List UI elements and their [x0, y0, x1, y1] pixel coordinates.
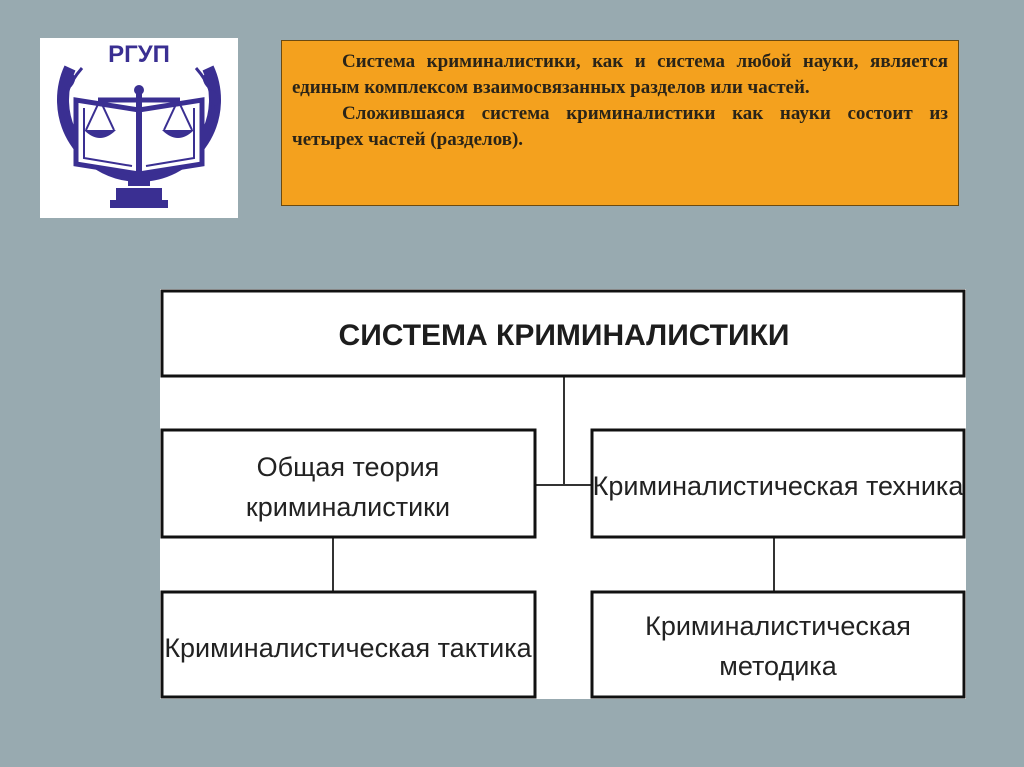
box-methodology [592, 592, 964, 697]
general-theory-line-2: криминалистики [245, 492, 451, 522]
box-tactics [162, 592, 535, 697]
box-general-theory [162, 430, 535, 537]
scales-on-book-emblem-icon [40, 38, 238, 218]
box-technique [592, 430, 964, 537]
tactics-line-1: Криминалистическая тактика [164, 633, 532, 663]
university-logo [40, 38, 238, 218]
diagram-title: СИСТЕМА КРИМИНАЛИСТИКИ [338, 319, 790, 352]
general-theory-line-1: Общая теория [256, 452, 440, 482]
note-paragraph-1: Система криминалистики, как и система любой науки, является единым комплексом взаимосвязанных разделов или частей. [292, 51, 948, 98]
structure-diagram [160, 289, 966, 699]
technique-line-1: Криминалистическая техника [592, 471, 964, 501]
diagram-title-box [162, 291, 964, 376]
methodology-line-1: Криминалистическая [645, 611, 911, 641]
logo-text: РГУП [108, 41, 170, 68]
note-paragraph-2: Сложившаяся система криминалистики как науки состоит из четырех частей (разделов). [292, 103, 948, 150]
description-note [281, 40, 959, 206]
methodology-line-2: методика [719, 651, 837, 681]
